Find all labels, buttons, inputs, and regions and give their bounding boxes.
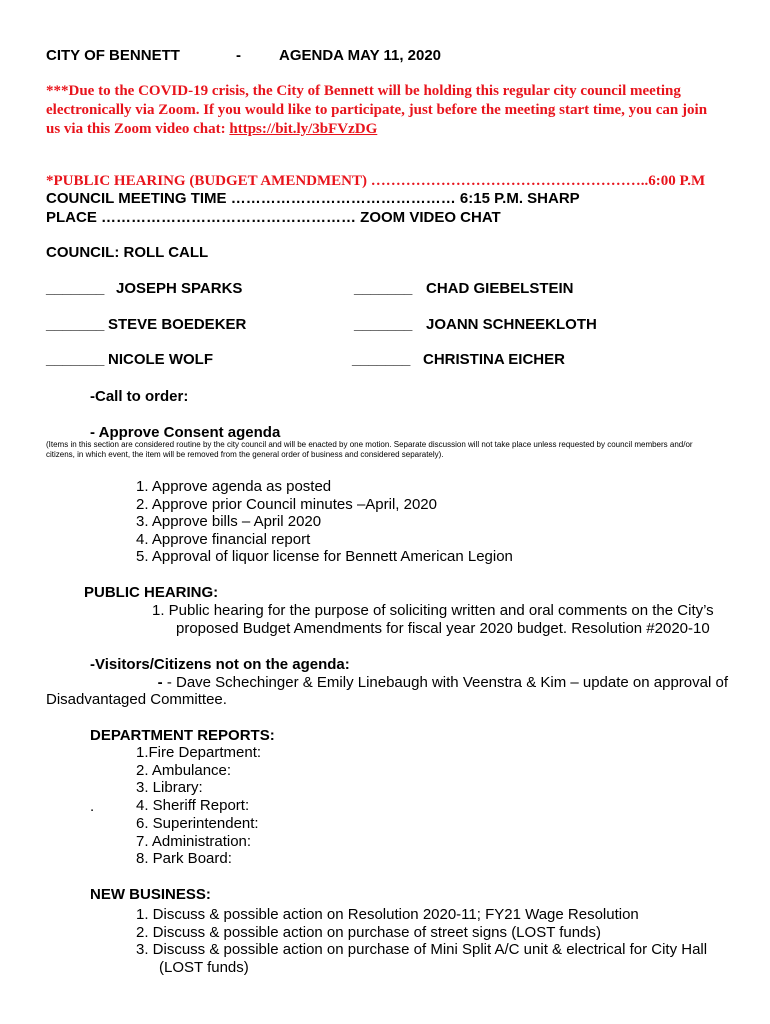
list-item: 6. Superintendent: [136, 814, 259, 832]
notice-line-3-prefix: us via this Zoom video chat: [46, 121, 230, 137]
visitors-line-1-text: - Dave Schechinger & Emily Linebaugh with Veenstra & Kim – update on approval of [166, 674, 728, 691]
list-item: 4. Sheriff Report: [136, 797, 250, 815]
list-item: 1. Approve agenda as posted [136, 478, 332, 495]
member-joann-schneekloth: JOANN SCHNEEKLOTH [426, 316, 597, 333]
consent-note: (Items in this section are considered routine by the city council and will be enacted by one motion. Separate discussion will not take place unless requested by council members and/or citizens, in which event, the item will be removed from the general order of business and considered separately). [46, 440, 693, 459]
list-item: 5. Approval of liquor license for Bennett American Legion [136, 548, 513, 565]
list-item: 2. Discuss & possible action on purchase of street signs (LOST funds) [136, 923, 601, 941]
roll-blank-2: _______ [354, 280, 413, 297]
consent-items [136, 478, 513, 566]
member-steve-boedeker: STEVE BOEDEKER [108, 316, 247, 333]
public-hearing-item-line-2: proposed Budget Amendments for fiscal year 2020 budget. Resolution #2020-10 [176, 620, 710, 637]
notice-line-1: ***Due to the COVID-19 crisis, the City of Bennett will be holding this regular city council meeting [46, 83, 681, 99]
visitors-title: -Visitors/Citizens not on the agenda: [90, 656, 350, 673]
public-hearing-title: PUBLIC HEARING: [84, 584, 219, 601]
roll-blank-4: _______ [354, 316, 413, 333]
new-business-items [136, 906, 707, 959]
consent-title: - Approve Consent agenda [90, 424, 281, 441]
stray-dot: . [90, 798, 95, 815]
list-item: 1. Discuss & possible action on Resolution 2020-11; FY21 Wage Resolution [136, 906, 639, 923]
header-dash: - [236, 47, 241, 64]
member-joseph-sparks: JOSEPH SPARKS [116, 280, 243, 297]
member-chad-giebelstein: CHAD GIEBELSTEIN [426, 280, 574, 297]
roll-blank-5: _______ [46, 351, 105, 368]
meeting-time: COUNCIL MEETING TIME ……………………………………… 6:15 P.M. SHARP [46, 190, 580, 207]
public-hearing-time: *PUBLIC HEARING (BUDGET AMENDMENT) ………………………………………………..6:00 P.M [46, 173, 706, 189]
visitors-line-2: Disadvantaged Committee. [46, 691, 227, 708]
roll-blank-6: _______ [352, 351, 411, 368]
meeting-place: PLACE …………………………………………… ZOOM VIDEO CHAT [46, 209, 501, 226]
list-item: 7. Administration: [136, 832, 252, 850]
list-item: 3. Approve bills – April 2020 [136, 513, 322, 530]
member-christina-eicher: CHRISTINA EICHER [423, 351, 565, 368]
notice-line-2: electronically via Zoom. If you would like to participate, just before the meeting start time, you can join [46, 102, 708, 118]
notice-line-3 [46, 121, 377, 138]
city-name: CITY OF BENNETT [46, 47, 180, 64]
agenda-date: AGENDA MAY 11, 2020 [279, 47, 442, 64]
visitors-line-1 [138, 674, 728, 691]
list-item: 2. Ambulance: [136, 761, 232, 779]
public-hearing-item-line-1: 1. Public hearing for the purpose of soliciting written and oral comments on the City’s [152, 602, 714, 619]
roll-call-title: COUNCIL: ROLL CALL [46, 244, 209, 261]
roll-blank-3: _______ [46, 316, 105, 333]
list-item: 2. Approve prior Council minutes –April, 2020 [136, 495, 437, 513]
new-business-item-3-line-2: (LOST funds) [159, 959, 249, 976]
member-nicole-wolf: NICOLE WOLF [108, 351, 213, 368]
zoom-link[interactable]: https://bit.ly/3bFVzDG [229, 121, 378, 137]
visitors-dash: - [157, 674, 167, 691]
list-item: 3. Library: [136, 779, 203, 797]
department-items [136, 744, 261, 868]
roll-blank-1: _______ [46, 280, 105, 297]
call-to-order: -Call to order: [90, 388, 189, 405]
list-item: 1.Fire Department: [136, 744, 262, 761]
new-business-title: NEW BUSINESS: [90, 886, 211, 903]
list-item: 3. Discuss & possible action on purchase of Mini Split A/C unit & electrical for City Hall [136, 941, 708, 959]
list-item: 4. Approve financial report [136, 530, 311, 548]
department-reports-title: DEPARTMENT REPORTS: [90, 727, 275, 744]
list-item: 8. Park Board: [136, 850, 232, 868]
